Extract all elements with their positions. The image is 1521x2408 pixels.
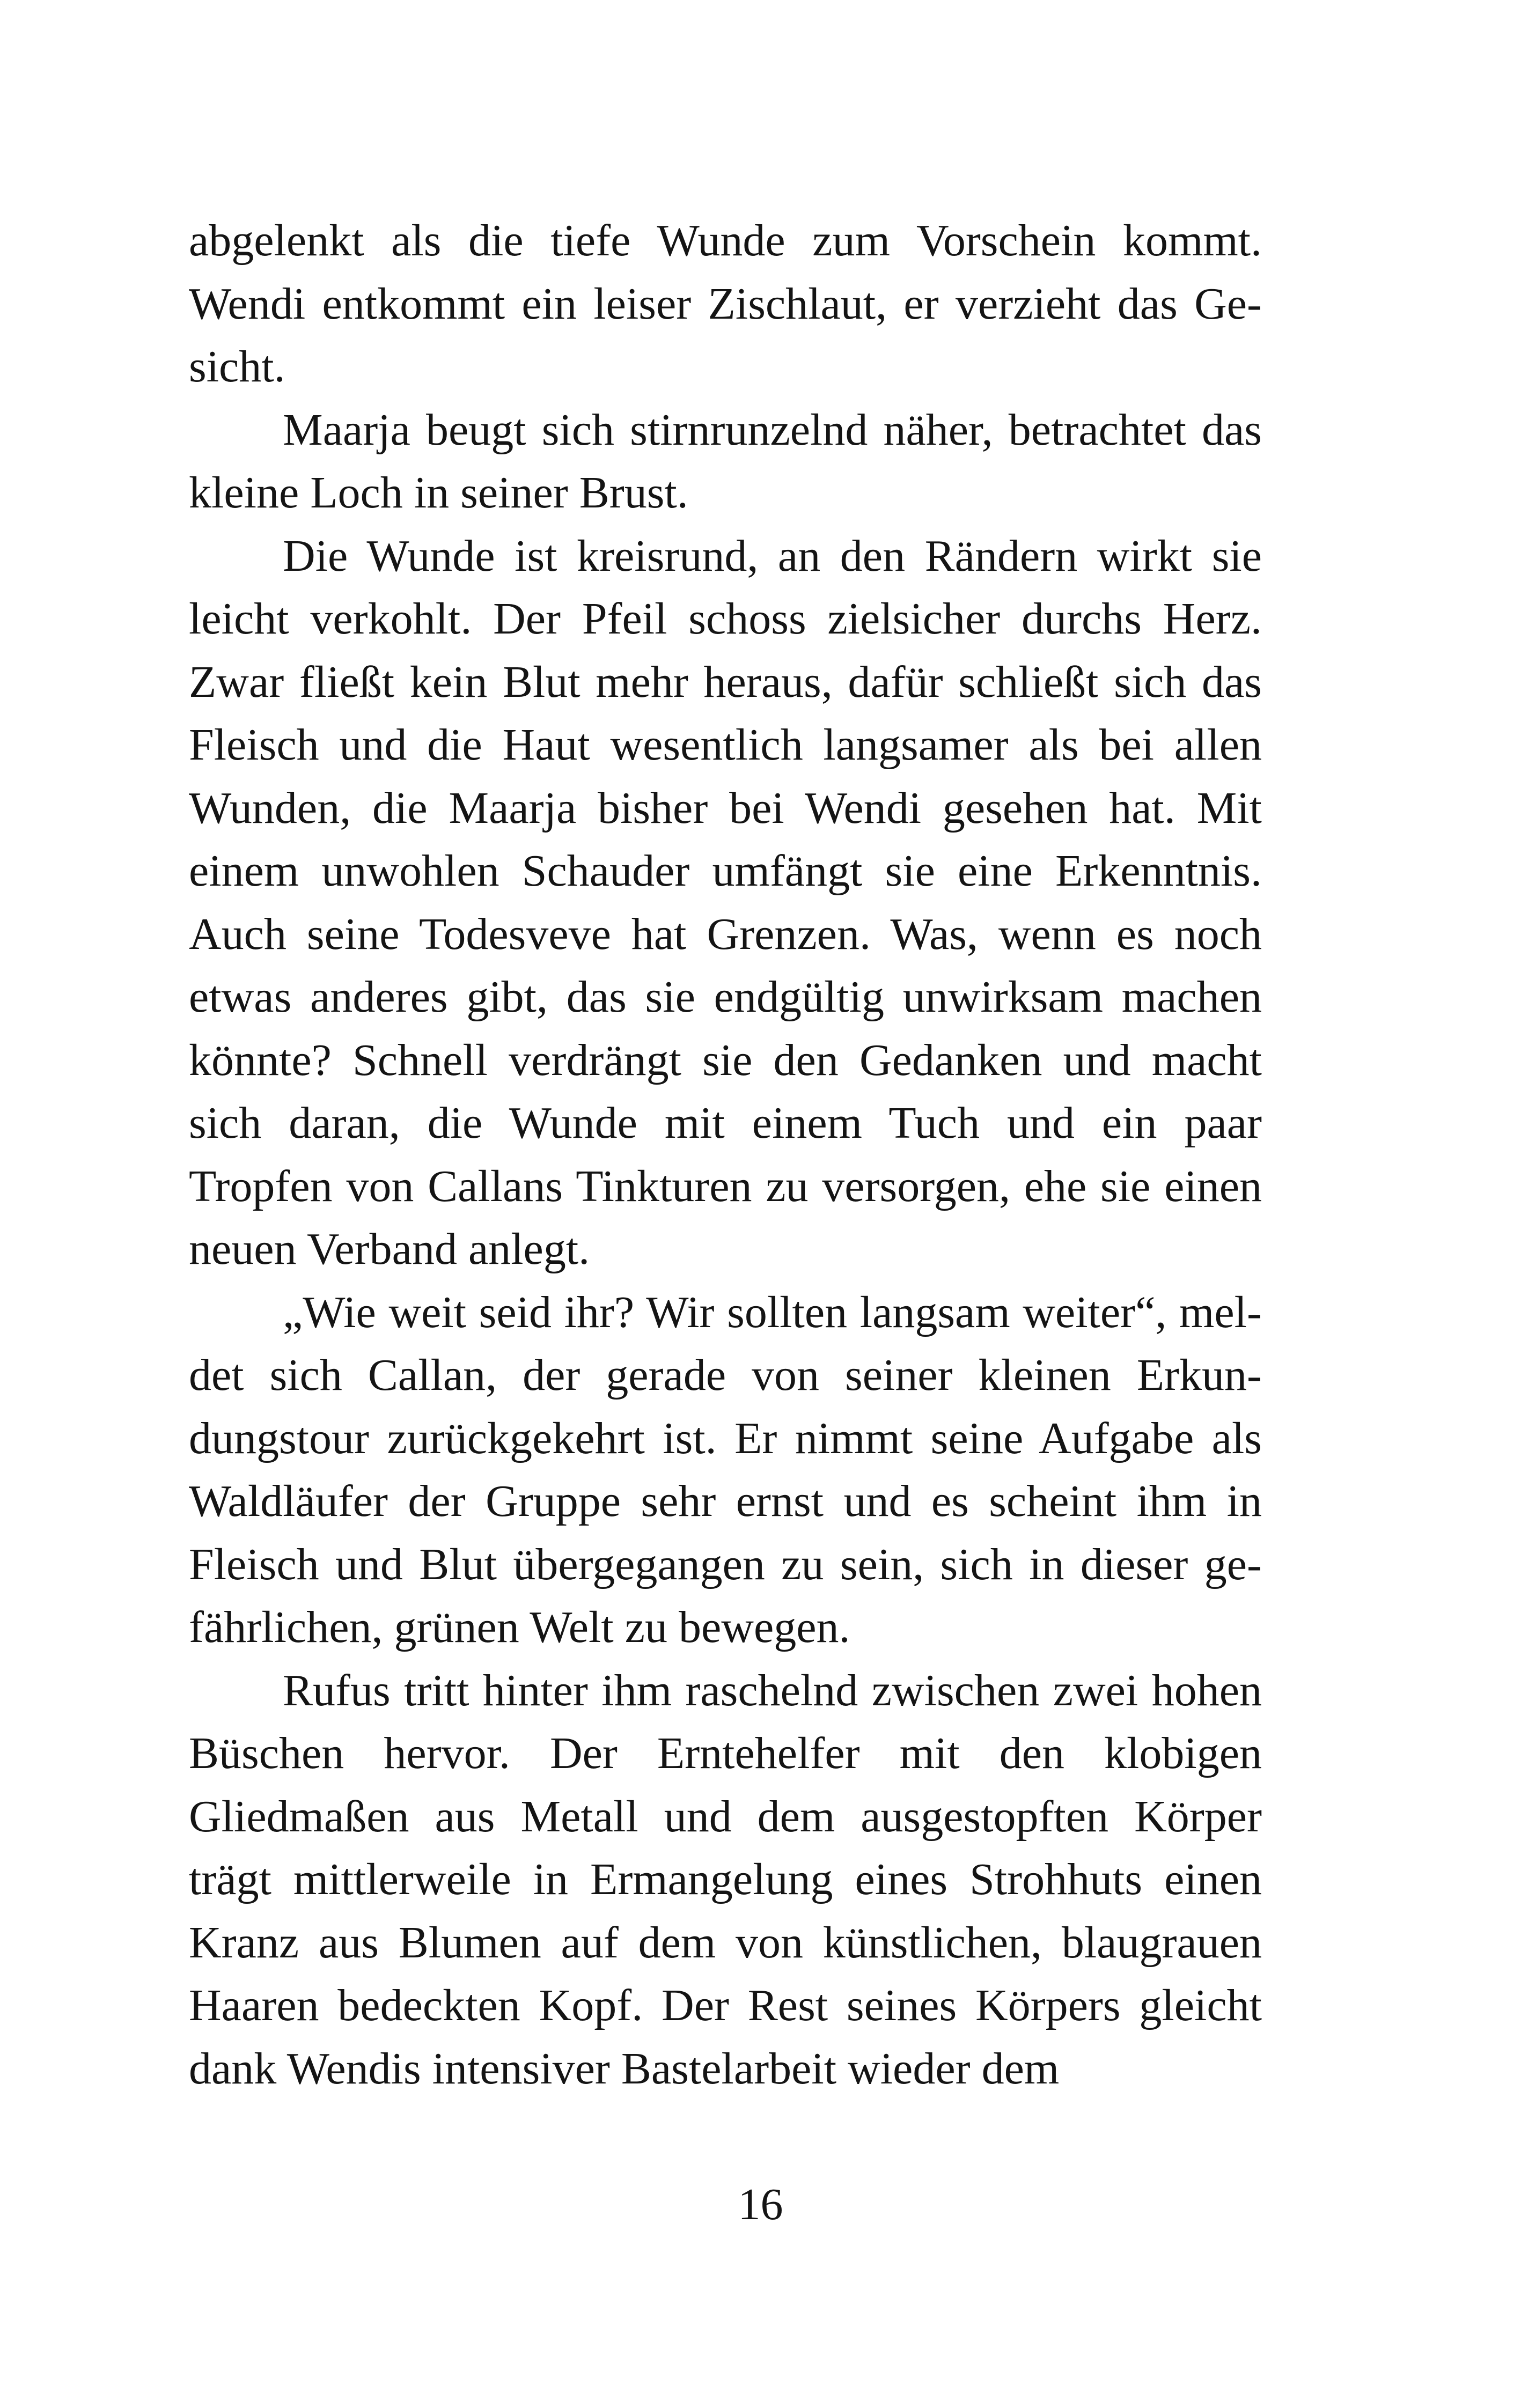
paragraph-2: Maarja beugt sich stirnrunzelnd näher, betrachtet das kleine Loch in seiner Brust. [189,404,1262,518]
paragraph-3: Die Wunde ist kreisrund, an den Rändern wirkt sie leicht verkohlt. Der Pfeil schoss zielsicher durchs Herz. Zwar fließt kein Blut mehr heraus, dafür schließt sich das Fleisch und die Haut wesentlich langsamer als bei allen Wunden, die Maarja bisher bei Wendi gesehen hat. Mit einem unwohlen Schauder umfängt sie eine Erkenntnis. Auch seine Todesveve hat Grenzen. Was, wenn es noch etwas anderes gibt, das sie endgültig unwirksam machen könnte? Schnell verdrängt sie den Gedanken und macht sich daran, die Wunde mit einem Tuch und ein paar Tropfen von Callans Tinkturen zu versorgen, ehe sie einen neuen Verband anlegt. [189,531,1262,1274]
page-number: 16 [738,2179,783,2229]
paragraph-4: „Wie weit seid ihr? Wir sollten langsam weiter“, meldet sich Callan, der gerade von seiner kleinen Erkundungstour zurückgekehrt ist. Er nimmt seine Aufgabe als Waldläufer der Gruppe sehr ernst und es scheint ihm in Fleisch und Blut übergegangen zu sein, sich in dieser gefährlichen, grünen Welt zu bewegen. [189,1287,1262,1652]
paragraph-1: abgelenkt als die tiefe Wunde zum Vorschein kommt. Wendi entkommt ein leiser Zischlaut, er verzieht das Gesicht. [189,216,1262,392]
paragraph-5: Rufus tritt hinter ihm raschelnd zwischen zwei hohen Büschen hervor. Der Erntehelfer mit den klobigen Gliedmaßen aus Metall und dem ausgestopften Körper trägt mittlerweile in Ermangelung eines Strohhuts einen Kranz aus Blumen auf dem von künstlichen, blaugrauen Haaren bedeckten Kopf. Der Rest seines Körpers gleicht dank Wendis intensiver Bastelarbeit wieder dem [189,1665,1262,2094]
body-text [189,209,1262,2100]
